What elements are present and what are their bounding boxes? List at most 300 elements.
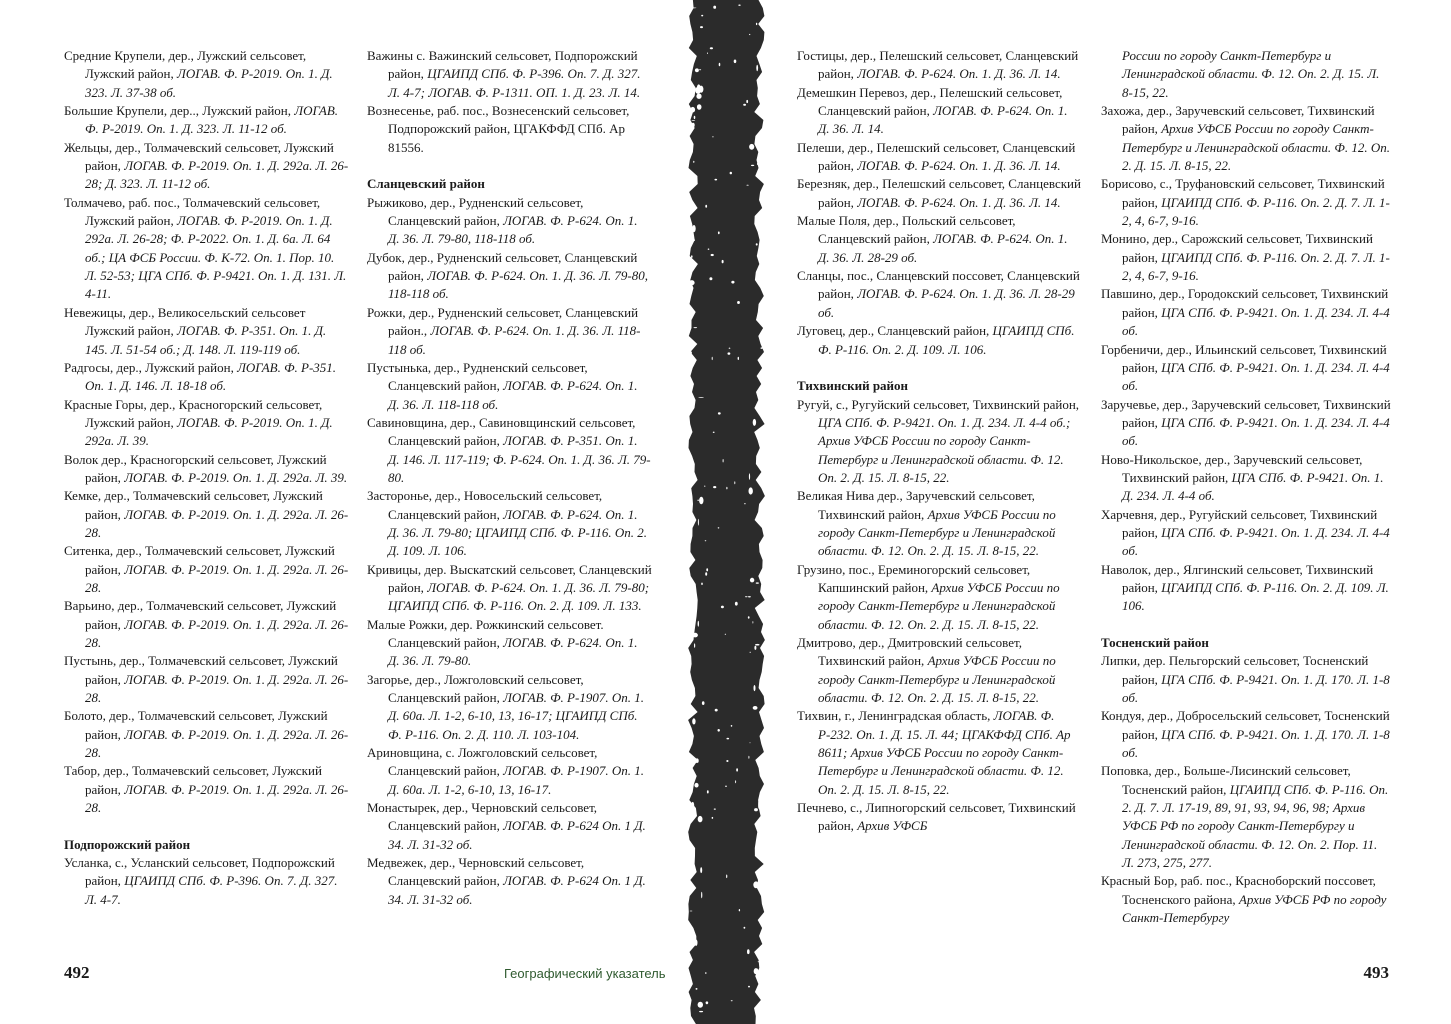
spine-speck	[736, 768, 738, 771]
archive-reference: ЛОГАВ. Ф. Р-624. Оп. 1. Д. 36. Л. 118-118 об.	[388, 378, 638, 412]
index-entry	[1101, 872, 1391, 927]
spine-speck	[722, 260, 724, 263]
spine-speck	[754, 685, 756, 691]
place-name: Грузино, пос., Ереминогорский сельсовет, Капшинский район,	[797, 561, 1031, 595]
archive-reference: ЛОГАВ. Ф. Р-624. Оп. 1. Д. 36. Л. 14.	[857, 158, 1061, 174]
place-name: Большие Крупели, дер.., Лужский район,	[64, 103, 295, 119]
page-number: 493	[1363, 963, 1389, 982]
spine-speck	[701, 583, 703, 586]
place-name: Липки, дер. Пельгорский сельсовет, Тосненский район,	[1101, 653, 1369, 687]
place-name: Красный Бор, раб. пос., Красноборский поссовет, Тосненского района,	[1101, 873, 1376, 907]
spine-speck	[690, 147, 692, 149]
place-name: Важины с. Важинский сельсовет, Подпорожский район,	[367, 48, 638, 82]
index-entry	[797, 139, 1082, 176]
spine-speck	[756, 141, 761, 147]
spine-speck	[710, 47, 713, 49]
spine-speck	[712, 357, 713, 360]
spine-speck	[748, 986, 750, 988]
index-entry	[64, 102, 349, 139]
spine-speck	[692, 718, 695, 724]
spine-speck	[744, 503, 746, 504]
index-entry	[797, 47, 1082, 84]
place-name: Березняк, дер., Пелешский сельсовет, Сланцевский район,	[797, 176, 1081, 210]
spine-speck	[748, 596, 751, 597]
spine-speck	[751, 165, 754, 166]
archive-reference: ЛОГАВ. Ф. Р-2019. Оп. 1. Д. 292а. Л. 26-28.	[85, 781, 349, 816]
spine-speck	[738, 357, 739, 360]
spine-speck	[719, 63, 721, 67]
left-page	[0, 0, 685, 1024]
index-entry	[797, 634, 1082, 707]
place-name: Ругуй, с., Ругуйский сельсовет, Тихвинский район,	[797, 396, 1080, 412]
index-entry	[367, 304, 652, 359]
spine-speck	[706, 1001, 709, 1004]
index-entry	[797, 561, 1082, 634]
spine-speck	[689, 351, 692, 354]
spine-speck	[758, 961, 762, 962]
archive-reference: ЛОГАВ. Ф. Р-2019. Оп. 1. Д. 292а. Л. 26-28.	[85, 726, 349, 761]
spine-speck	[726, 738, 729, 740]
index-entry	[64, 762, 349, 817]
spine-speck	[760, 804, 761, 806]
spine-speck	[758, 801, 759, 809]
spine-speck	[731, 281, 734, 284]
archive-reference: ЛОГАВ. Ф. Р-624. Оп. 1. Д. 36. Л. 28-29 об.	[818, 286, 1075, 320]
place-name: Пелеши, дер., Пелешский сельсовет, Сланцевский район,	[797, 139, 1076, 174]
archive-reference: ЦГАИПД СПб. Ф. Р-116. Оп. 2. Д. 109. Л. 106.	[1122, 579, 1389, 614]
spine-speck	[712, 137, 714, 138]
index-entry	[367, 671, 652, 744]
archive-reference: ЦГАИПД СПб. Ф. Р-396. Оп. 7. Д. 327. Л. 4-7.	[85, 873, 338, 907]
spine-speck	[691, 255, 693, 258]
index-entry	[64, 542, 349, 597]
spine-speck	[700, 26, 703, 28]
spine-speck	[696, 988, 698, 990]
spine-speck	[728, 352, 731, 354]
spine-speck	[743, 104, 746, 106]
archive-reference: ЦГА СПб. Ф. Р-9421. Оп. 1. Д. 234. Л. 4-4 об.	[1122, 469, 1384, 504]
index-entry	[797, 707, 1082, 799]
index-entry	[797, 799, 1082, 836]
spine-speck	[747, 949, 750, 954]
spine-speck	[753, 706, 758, 710]
index-entry	[797, 84, 1082, 139]
index-entry	[367, 414, 652, 487]
place-name: Монино, дер., Сарожский сельсовет, Тихвинский район,	[1101, 231, 1373, 265]
spine-speck	[691, 239, 695, 241]
archive-reference: Архив УФСБ России по городу Санкт-Петербург и Ленинградской области. Ф. 12. Оп. 2. Д. 15. Л. 8-15, 22.	[818, 653, 1056, 706]
spine-speck	[759, 168, 764, 174]
place-name: Кемке, дер., Толмачевский сельсовет, Лужский район,	[64, 488, 323, 522]
spine-speck	[713, 6, 716, 9]
place-name: Павшино, дер., Городокский сельсовет, Тихвинский район,	[1101, 286, 1389, 320]
spine-speck	[749, 473, 750, 480]
archive-reference: ЦГАИПД СПб. Ф. Р-116. Оп. 2. Д. 109. Л. 106.	[818, 323, 1075, 357]
section-heading: Сланцевский район	[367, 176, 485, 192]
place-name: Медвежек, дер., Черновский сельсовет, Сланцевский район,	[367, 855, 585, 889]
place-name: Рыжиково, дер., Рудненский сельсовет, Сланцевский район,	[367, 194, 584, 229]
spine-speck	[705, 540, 707, 541]
archive-reference: ЛОГАВ. Ф. Р-351. Оп. 1. Д. 145. Л. 51-54 об.; Д. 148. Л. 119-119 об.	[85, 323, 327, 357]
spine-speck	[756, 243, 758, 245]
place-name: Захожа, дер., Заручевский сельсовет, Тихвинский район,	[1101, 103, 1375, 137]
index-entry	[64, 451, 349, 488]
place-name: Заручевье, дер., Заручевский сельсовет, Тихвинский район,	[1101, 396, 1391, 430]
spine-speck	[701, 892, 702, 899]
spine-speck	[695, 68, 699, 72]
spine-speck	[689, 65, 692, 71]
spine-speck	[701, 15, 703, 17]
spine-speck	[756, 65, 758, 71]
spine-speck	[709, 277, 712, 280]
spine-speck	[753, 419, 756, 426]
place-name: Печнево, с., Липногорский сельсовет, Тихвинский район,	[797, 800, 1076, 834]
index-entry	[1101, 707, 1391, 762]
spine-speck	[705, 972, 707, 974]
spine-speck	[691, 120, 695, 121]
archive-reference: ЛОГАВ. Ф. Р-2019. Оп. 1. Д. 292а. Л. 26-28.	[85, 561, 349, 595]
index-entry	[367, 102, 652, 157]
index-entry	[64, 359, 349, 396]
spine-speck	[698, 816, 703, 822]
spine-speck	[697, 104, 702, 110]
spine-speck	[735, 780, 736, 783]
right-page	[766, 0, 1451, 1024]
index-entry	[64, 304, 349, 359]
spine-speck	[712, 817, 714, 819]
index-entry	[64, 139, 349, 194]
place-name: Савиновщина, дер., Савиновщинский сельсовет, Сланцевский район,	[367, 414, 636, 449]
spine-speck	[688, 0, 692, 1]
place-name: Тихвин, г., Ленинградская область,	[797, 708, 994, 724]
archive-reference: ЦГАИПД СПб. Ф. Р-116. Оп. 2. Д. 7. Л. 1-2, 4, 6-7, 9-16.	[1122, 194, 1390, 229]
place-name: Жельцы, дер., Толмачевский сельсовет, Лужский район,	[64, 139, 334, 174]
place-name: Волок дер., Красногорский сельсовет, Лужский район,	[64, 451, 327, 485]
spine-speck	[705, 572, 707, 575]
spine-speck	[695, 940, 698, 946]
place-name: Монастырек, дер., Черновский сельсовет, Сланцевский район,	[367, 800, 598, 834]
spine-speck	[694, 643, 695, 647]
spine-speck	[705, 205, 707, 208]
spine-speck	[749, 34, 750, 35]
archive-reference: Архив УФСБ РФ по городу Санкт-Петербургу	[1122, 891, 1387, 926]
index-entry	[64, 652, 349, 707]
archive-reference: ЛОГАВ. Ф. Р-2019. Оп. 1. Д. 292а. Л. 26-28.	[85, 506, 349, 540]
index-entry	[367, 854, 652, 909]
index-column	[1101, 47, 1391, 928]
archive-reference: Архив УФСБ России по городу Санкт-Петербург и Ленинградской области. Ф. 12. Оп. 2. Д. 15. Л. 8-15, 22.	[1122, 121, 1391, 174]
spine-speck	[689, 280, 694, 285]
spine-speck	[718, 412, 721, 414]
index-entry	[367, 616, 652, 671]
archive-reference: ЛОГАВ. Ф. Р-2019. Оп. 1. Д. 323. Л. 11-12 об.	[85, 103, 339, 137]
archive-reference: ЛОГАВ. Ф. Р-2019. Оп. 1. Д. 292а. Л. 39.	[124, 469, 348, 485]
spine-speck	[714, 179, 717, 181]
spine-speck	[690, 911, 693, 912]
spine-speck	[723, 459, 724, 462]
spine-speck	[750, 742, 751, 743]
spine-speck	[753, 881, 758, 888]
place-name: Дмитрово, дер., Дмитровский сельсовет, Тихвинский район,	[797, 635, 1022, 669]
spine-speck	[696, 94, 701, 99]
spine-speck	[734, 60, 737, 64]
spine-speck	[756, 582, 759, 583]
spine-speck	[725, 786, 727, 787]
place-name: Кондуя, дер., Добросельский сельсовет, Тосненский район,	[1101, 708, 1390, 742]
index-entry	[64, 854, 349, 909]
spine-speck	[725, 634, 726, 635]
archive-reference: ЛОГАВ. Ф. Р-1907. Оп. 1. Д. 60а. Л. 1-2, 6-10, 13, 16-17.	[388, 763, 644, 797]
section-heading: Тосненский район	[1101, 635, 1209, 650]
spine-speck	[734, 481, 735, 484]
place-name: Красные Горы, дер., Красногорский сельсовет, Лужский район,	[64, 396, 323, 430]
index-entry	[367, 359, 652, 414]
place-name: Табор, дер., Толмачевский сельсовет, Лужский район,	[64, 763, 322, 797]
archive-reference: России по городу Санкт-Петербург и Ленинградской области. Ф. 12. Оп. 2. Д. 15. Л. 8-15, 22.	[1122, 48, 1380, 100]
archive-reference: ЦГА СПб. Ф. Р-9421. Оп. 1. Д. 170. Л. 1-8 об.	[1122, 671, 1390, 706]
spine-speck	[695, 87, 701, 94]
archive-reference: ЦГА СПб. Ф. Р-9421. Оп. 1. Д. 234. Л. 4-4 об.	[1122, 414, 1390, 449]
spine-speck	[726, 760, 728, 762]
index-entry	[367, 799, 652, 854]
decorative-spine-strip	[686, 0, 766, 1024]
index-column	[367, 47, 652, 909]
place-name: Ново-Никольское, дер., Заручевский сельсовет, Тихвинский район,	[1101, 451, 1363, 485]
spine-speck	[714, 809, 716, 810]
archive-reference: ЛОГАВ. Ф. Р-624. Оп. 1. Д. 36. Л. 14.	[857, 66, 1061, 82]
spine-speck	[731, 725, 733, 727]
spine-speck	[755, 644, 759, 646]
spine-speck	[711, 254, 714, 256]
place-name: Болото, дер., Толмачевский сельсовет, Лужский район,	[64, 708, 328, 742]
archive-reference: ЦГАИПД СПб. Ф. Р-396. Оп. 7. Д. 327. Л. 4-7; ЛОГАВ. Ф. Р-1311. ОП. 1. Д. 23. Л. 14.	[388, 66, 641, 100]
spine-speck	[730, 172, 732, 175]
spine-speck	[729, 348, 731, 349]
archive-reference: ЦГАИПД СПб. Ф. Р-116. Оп. 2. Д. 7. Л. 1-2, 4, 6-7, 9-16.	[1122, 249, 1390, 284]
index-entry	[797, 175, 1082, 212]
place-name: Загорье, дер., Ложголовский сельсовет, Сланцевский район,	[367, 671, 584, 706]
place-name: Невежицы, дер., Великосельский сельсовет Лужский район,	[64, 304, 306, 339]
index-entry-continuation	[1101, 47, 1391, 102]
place-name: Демешкин Перевоз, дер., Пелешский сельсовет, Сланцевский район,	[797, 84, 1063, 119]
spine-speck	[693, 161, 694, 163]
index-entry	[1101, 652, 1391, 707]
index-entry	[64, 597, 349, 652]
index-entry	[367, 487, 652, 560]
spine-ink-shape	[688, 0, 765, 1024]
archive-reference: ЛОГАВ. Ф. Р-624. Оп. 1. Д. 36. Л. 79-80; ЦГАИПД СПб. Ф. Р-116. Оп. 2. Д. 109. Л. 133.	[388, 579, 650, 614]
spine-speck	[704, 486, 705, 487]
spine-speck	[694, 783, 698, 788]
index-entry	[1101, 175, 1391, 230]
archive-reference: ЦГАИПД СПб. Ф. Р-116. Оп. 2. Д. 7. Л. 17-19, 89, 91, 93, 94, 96, 98; Архив УФСБ РФ по городу Санкт-Петербургу и Ленинградской области. Ф. 12. Оп. 2. Пор. 11. Л. 273, 275, 277.	[1122, 781, 1389, 871]
spine-speck	[718, 231, 720, 234]
page-number: 492	[64, 963, 90, 982]
index-column	[797, 47, 1082, 836]
spine-speck	[744, 927, 746, 929]
spine-speck	[694, 116, 696, 119]
spine-speck	[692, 225, 695, 232]
index-entry	[64, 194, 349, 304]
index-entry	[64, 487, 349, 542]
index-entry	[1101, 102, 1391, 175]
place-name: Вознесенье, раб. пос., Вознесенский сельсовет, Подпорожский район, ЦГАКФФД СПб. Ар 81556.	[367, 103, 630, 155]
place-name: Кривицы, дер. Выскатский сельсовет, Сланцевский район,	[367, 561, 652, 595]
index-entry	[797, 267, 1082, 322]
spine-speck	[689, 483, 693, 489]
archive-reference: ЛОГАВ. Ф. Р-2019. Оп. 1. Д. 292а. Л. 26-28; Ф. Р-2022. Оп. 1. Д. 6а. Л. 64 об.; ЦА ФСБ России. Ф. К-72. Оп. 1. Пор. 10. Л. 52-53; ЦГА СПб. Ф. Р-9421. Оп. 1. Д. 131. Л. 4-11.	[85, 213, 347, 302]
spine-speck	[746, 100, 748, 103]
index-entry	[1101, 341, 1391, 396]
spine-speck	[693, 633, 698, 638]
archive-reference: ЛОГАВ. Ф. Р-2019. Оп. 1. Д. 292а. Л. 39.	[85, 414, 333, 449]
spine-speck	[718, 527, 720, 528]
spine-speck	[731, 1000, 733, 1001]
archive-reference: ЛОГАВ. Ф. Р-232. Оп. 1. Д. 15. Л. 44; ЦГАКФФД СПб. Ар 8611; Архив УФСБ России по городу Санкт-Петербург и Ленинградской области. Ф. 12. Оп. 2. Д. 15. Л. 8-15, 22.	[818, 708, 1071, 797]
spine-speck	[750, 578, 754, 583]
archive-reference: ЛОГАВ. Ф. Р-624. Оп. 1. Д. 36. Л. 14.	[818, 103, 1068, 137]
archive-reference: ЛОГАВ. Ф. Р-624. Оп. 1. Д. 36. Л. 79-80, 118-118 об.	[388, 268, 648, 302]
spine-speck	[691, 8, 697, 9]
place-name: Наволок, дер., Ялгинский сельсовет, Тихвинский район,	[1101, 561, 1374, 595]
spine-speck	[700, 867, 702, 873]
spine-speck	[707, 53, 708, 54]
section-heading: Тихвинский район	[797, 378, 909, 394]
index-entry	[797, 396, 1082, 488]
index-entry	[1101, 396, 1391, 451]
archive-reference: ЛОГАВ. Ф. Р-2019. Оп. 1. Д. 292а. Л. 26-28.	[85, 671, 349, 706]
place-name: Луговец, дер., Сланцевский район,	[797, 323, 993, 339]
archive-reference: ЛОГАВ. Ф. Р-624. Оп. 1. Д. 36. Л. 28-29 об.	[818, 231, 1068, 265]
index-entry	[1101, 230, 1391, 285]
spine-speck	[708, 249, 710, 250]
spine-speck	[738, 5, 740, 6]
spine-speck	[693, 472, 695, 476]
spine-speck	[760, 322, 765, 324]
index-entry	[367, 47, 652, 102]
spine-speck	[702, 701, 705, 705]
place-name: Усланка, с., Усланский сельсовет, Подпорожский район,	[64, 855, 335, 889]
spine-speck	[750, 652, 751, 653]
spine-speck	[713, 486, 716, 488]
spine-speck	[698, 397, 704, 398]
spine-speck	[745, 596, 748, 597]
archive-reference: ЦГА СПб. Ф. Р-9421. Оп. 1. Д. 234. Л. 4-4 об.	[1122, 359, 1390, 394]
place-name: Гостицы, дер., Пелешский сельсовет, Сланцевский район,	[797, 48, 1079, 82]
spine-speck	[697, 500, 699, 501]
spine-speck	[692, 123, 695, 128]
spine-speck	[749, 487, 753, 494]
place-name: Горбеничи, дер., Ильинский сельсовет, Тихвинский район,	[1101, 341, 1387, 375]
archive-reference: ЛОГАВ. Ф. Р-624. Оп. 1. Д. 36. Л. 79-80; ЦГАИПД СПб. Ф. Р-116. Оп. 2. Д. 109. Л. 106.	[388, 506, 648, 559]
index-column	[64, 47, 349, 909]
place-name: Варьино, дер., Толмачевский сельсовет, Лужский район,	[64, 598, 337, 632]
place-name: Пустынь, дер., Толмачевский сельсовет, Лужский район,	[64, 653, 338, 687]
archive-reference: ЦГА СПб. Ф. Р-9421. Оп. 1. Д. 234. Л. 4-4 об.	[1122, 524, 1390, 559]
spine-speck	[706, 568, 708, 571]
index-entry	[1101, 506, 1391, 561]
running-title: Географический указатель	[504, 966, 666, 981]
index-entry	[367, 249, 652, 304]
spine-speck	[754, 968, 758, 974]
archive-reference: ЛОГАВ. Ф. Р-351. Оп. 1. Д. 146. Л. 117-119; Ф. Р-624. Оп. 1. Д. 36. Л. 79-80.	[388, 433, 651, 485]
place-name: Пустынька, дер., Рудненский сельсовет, Сланцевский район,	[367, 359, 588, 394]
spine-speck	[737, 301, 740, 304]
spine-speck	[726, 487, 727, 490]
spine-speck	[754, 646, 756, 650]
spine-speck	[754, 808, 758, 811]
spine-speck	[735, 602, 738, 606]
place-name: Ариновщина, с. Ложголовский сельсовет, Сланцевский район,	[367, 745, 598, 779]
spine-speck	[721, 606, 724, 609]
archive-reference: ЛОГАВ. Ф. Р-1907. Оп. 1. Д. 60а. Л. 1-2, 6-10, 13, 16-17; ЦГАИПД СПб. Ф. Р-116. Оп. 2. Д. 110. Л. 103-104.	[388, 690, 644, 742]
spine-speck	[713, 432, 715, 433]
index-entry	[64, 396, 349, 451]
archive-reference: ЛОГАВ. Ф. Р-624 Оп. 1 Д. 34. Л. 31-32 об.	[388, 873, 646, 907]
archive-reference: ЛОГАВ. Ф. Р-624. Оп. 1. Д. 36. Л. 14.	[857, 194, 1061, 210]
archive-reference: Архив УФСБ России по городу Санкт-Петербург и Ленинградской области. Ф. 12. Оп. 2. Д. 15. Л. 8-15, 22.	[818, 506, 1056, 559]
index-entry	[64, 47, 349, 102]
archive-reference: ЛОГАВ. Ф. Р-2019. Оп. 1. Д. 292а. Л. 26-28; Д. 323. Л. 11-12 об.	[85, 158, 349, 192]
spine-speck	[748, 756, 749, 759]
spine-speck	[691, 802, 694, 809]
archive-reference: ЦГА СПб. Ф. Р-9421. Оп. 1. Д. 234. Л. 4-4 об.; Архив УФСБ России по городу Санкт-Петербург и Ленинградской области. Ф. 12. Оп. 2. Д. 15. Л. 8-15, 22.	[818, 414, 1071, 485]
index-entry	[367, 194, 652, 249]
spine-speck	[753, 621, 754, 624]
place-name: Ситенка, дер., Толмачевский сельсовет, Лужский район,	[64, 543, 335, 577]
archive-reference: ЛОГАВ. Ф. Р-624 Оп. 1 Д. 34. Л. 31-32 об.	[388, 818, 646, 852]
spine-speck	[699, 497, 703, 504]
place-name: Харчевня, дер., Ругуйский сельсовет, Тихвинский район,	[1101, 506, 1378, 540]
spine-speck	[746, 185, 748, 186]
spine-speck	[756, 23, 757, 26]
index-entry	[1101, 285, 1391, 340]
spine-speck	[690, 107, 695, 113]
place-name: Радгосы, дер., Лужский район,	[64, 359, 238, 375]
archive-reference: ЛОГАВ. Ф. Р-624. Оп. 1. Д. 36. Л. 79-80.	[388, 635, 638, 669]
spine-speck	[749, 144, 754, 150]
place-name: Сланцы, пос., Сланцевский поссовет, Сланцевский район,	[797, 268, 1080, 302]
archive-reference: Архив УФСБ	[857, 818, 928, 834]
spine-speck	[707, 790, 709, 793]
spine-speck	[718, 729, 720, 732]
index-entry	[797, 487, 1082, 560]
place-name: Малые Рожки, дер. Рожкинский сельсовет. Сланцевский район,	[367, 616, 604, 650]
spine-speck	[761, 347, 763, 349]
spine-speck	[715, 709, 718, 712]
place-name: Средние Крупели, дер., Лужский сельсовет, Лужский район,	[64, 48, 307, 82]
spine-speck	[698, 1002, 703, 1008]
index-entry	[64, 707, 349, 762]
index-entry	[367, 561, 652, 616]
archive-reference: ЛОГАВ. Ф. Р-624. Оп. 1. Д. 36. Л. 79-80, 118-118 об.	[388, 213, 638, 247]
index-entry	[797, 212, 1082, 267]
spine-speck	[699, 69, 701, 70]
archive-reference: ЛОГАВ. Ф. Р-2019. Оп. 1. Д. 292а. Л. 26-28.	[85, 616, 349, 650]
archive-reference: ЛОГАВ. Ф. Р-351. Оп. 1. Д. 146. Л. 18-18 об.	[85, 359, 337, 394]
spine-speck	[748, 616, 750, 618]
spine-speck	[695, 758, 698, 763]
place-name: Малые Поля, дер., Польский сельсовет, Сланцевский район,	[797, 213, 1016, 247]
place-name: Борисово, с., Труфановский сельсовет, Тихвинский район,	[1101, 176, 1385, 210]
spine-speck	[726, 875, 727, 879]
place-name: Великая Нива дер., Заручевский сельсовет, Тихвинский район,	[797, 488, 1035, 522]
place-name: Засторонье, дер., Новосельский сельсовет, Сланцевский район,	[367, 488, 603, 522]
spine-speck	[694, 327, 698, 328]
section-heading: Подпорожский район	[64, 836, 191, 852]
archive-reference: ЦГА СПб. Ф. Р-9421. Оп. 1. Д. 170. Л. 1-8 об.	[1122, 726, 1390, 761]
spine-speck	[699, 1011, 703, 1012]
